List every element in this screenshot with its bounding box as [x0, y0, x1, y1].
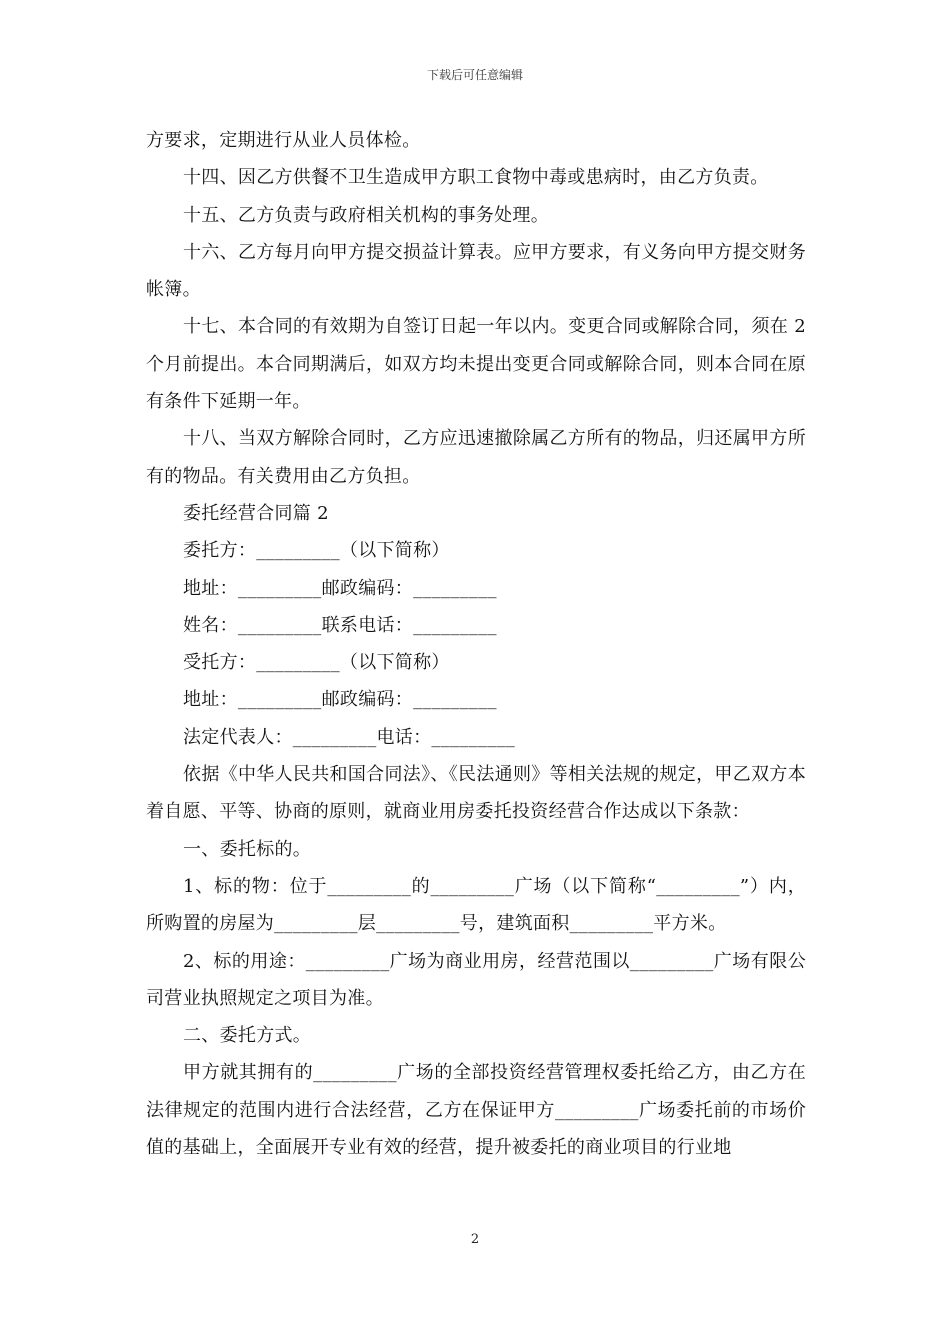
paragraph: 十四、因乙方供餐不卫生造成甲方职工食物中毒或患病时，由乙方负责。 [183, 167, 769, 189]
page-number: 2 [470, 1232, 480, 1247]
paragraph: 姓名：_________联系电话：_________ [183, 614, 497, 636]
paragraph: 1、标的物：位于_________的_________广场（以下简称“_________”）内，所购置的房屋为_________层_________号，建筑面积_________平方米。 [146, 875, 806, 935]
paragraph: 2、标的用途：_________广场为商业用房，经营范围以_________广场有限公司营业执照规定之项目为准。 [146, 950, 806, 1009]
paragraph: 一、委托标的。 [183, 838, 312, 860]
paragraph: 甲方就其拥有的_________广场的全部投资经营管理权委托给乙方，由乙方在法律规定的范围内进行合法经营，乙方在保证甲方_________广场委托前的市场价值的基础上，全面展开专业有效的经营，提升被委托的商业项目的行业地 [146, 1062, 806, 1159]
paragraph: 十八、当双方解除合同时，乙方应迅速撤除属乙方所有的物品，归还属甲方所有的物品。有关费用由乙方负担。 [146, 428, 806, 487]
paragraph: 十五、乙方负责与政府相关机构的事务处理。 [183, 204, 549, 226]
paragraph: 委托方：_________（以下简称） [183, 540, 450, 562]
page-header-note: 下载后可任意编辑 [426, 68, 523, 82]
paragraph: 委托经营合同篇 2 [183, 502, 329, 524]
paragraph: 地址：_________邮政编码：_________ [183, 577, 497, 599]
document-body [146, 122, 806, 1166]
paragraph: 法定代表人：_________电话：_________ [183, 726, 516, 748]
paragraph: 十六、乙方每月向甲方提交损益计算表。应甲方要求，有义务向甲方提交财务帐簿。 [146, 241, 806, 301]
paragraph: 依据《中华人民共和国合同法》、《民法通则》等相关法规的规定，甲乙双方本着自愿、平等、协商的原则，就商业用房委托投资经营合作达成以下条款： [146, 764, 806, 823]
paragraph: 方要求，定期进行从业人员体检。 [146, 130, 421, 151]
paragraph: 受托方：_________（以下简称） [183, 652, 450, 674]
paragraph: 十七、本合同的有效期为自签订日起一年以内。变更合同或解除合同，须在 2 个月前提出。本合同期满后，如双方均未提出变更合同或解除合同，则本合同在原有条件下延期一年。 [146, 316, 806, 413]
paragraph: 二、委托方式。 [183, 1025, 312, 1047]
paragraph: 地址：_________邮政编码：_________ [183, 689, 497, 711]
